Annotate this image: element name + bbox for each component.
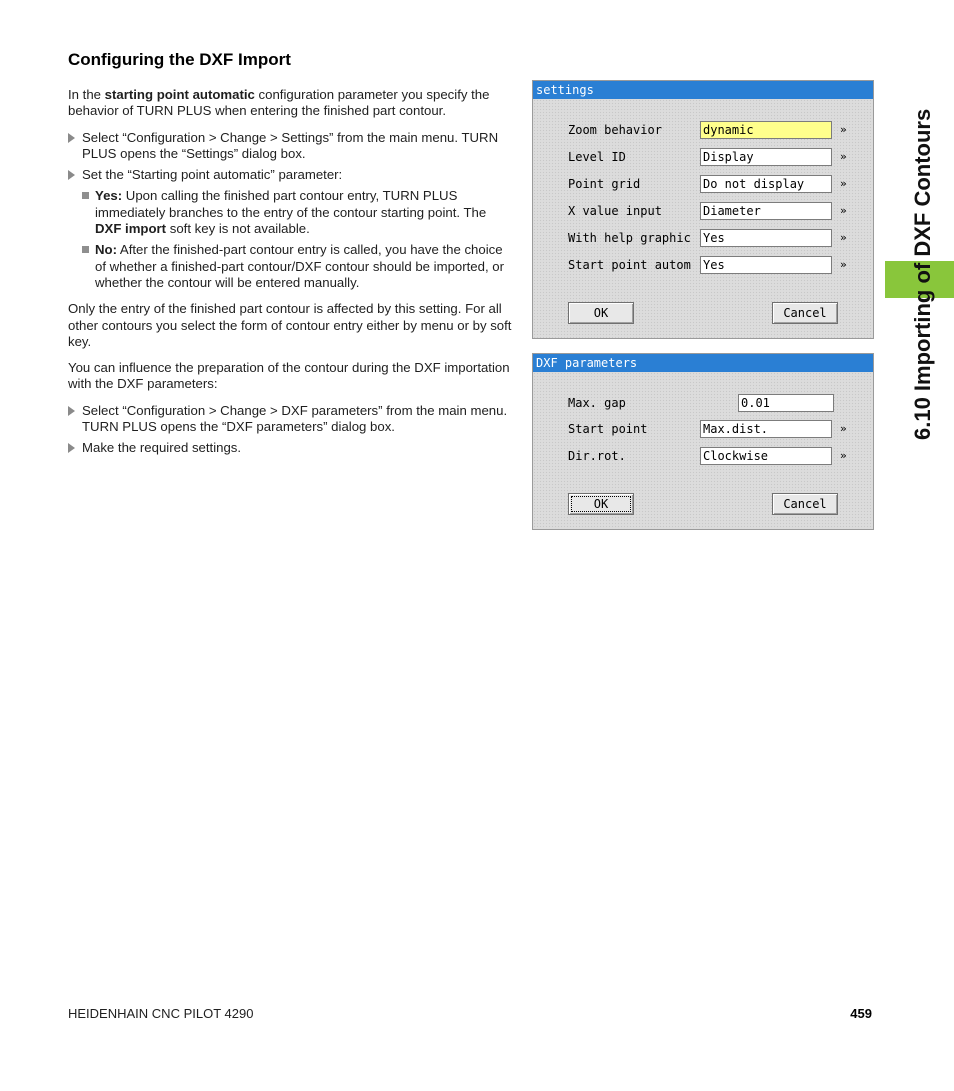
step-arrow-icon xyxy=(68,443,75,453)
step-3 xyxy=(68,403,513,436)
max-gap-input[interactable]: 0.01 xyxy=(738,394,834,412)
option-no xyxy=(68,242,513,291)
settings-row-xvalue xyxy=(533,202,873,222)
footer-product: HEIDENHAIN CNC PILOT 4290 xyxy=(68,1006,254,1021)
intro-paragraph xyxy=(68,87,513,120)
dropdown-arrow-icon[interactable]: » xyxy=(840,123,847,136)
option-yes-softkey: DXF import xyxy=(95,221,167,237)
dxf-row-maxgap xyxy=(533,394,873,414)
option-yes xyxy=(68,188,513,237)
bullet-square-icon xyxy=(82,246,89,253)
field-label: Start point xyxy=(568,422,648,436)
option-no-text: After the finished-part contour entry is called, you have the choice of whether a finished-part contour/DXF contour should be imported, or whether the contour will be entered manually. xyxy=(95,242,505,290)
dropdown-arrow-icon[interactable]: » xyxy=(840,258,847,271)
option-yes-text: Upon calling the finished part contour entry, TURN PLUS immediately branches to the entry of the contour starting point. The xyxy=(95,188,487,220)
settings-ok-button[interactable]: OK xyxy=(568,302,634,324)
point-grid-select[interactable]: Do not display xyxy=(700,175,832,193)
chapter-side-title: 6.10 Importing of DXF Contours xyxy=(910,108,935,440)
field-label: Level ID xyxy=(568,150,626,164)
option-no-label: No: xyxy=(95,242,117,258)
dxf-ok-button[interactable]: OK xyxy=(568,493,634,515)
step-1 xyxy=(68,130,513,163)
settings-row-helpgraphic xyxy=(533,229,873,249)
field-label: Max. gap xyxy=(568,396,626,410)
dxf-row-dirrot xyxy=(533,447,873,467)
field-label: X value input xyxy=(568,204,662,218)
dxf-parameters-dialog xyxy=(532,353,874,530)
option-yes-label: Yes: xyxy=(95,188,123,204)
page-number: 459 xyxy=(850,1006,872,1021)
dropdown-arrow-icon[interactable]: » xyxy=(840,231,847,244)
field-label: Start point autom xyxy=(568,258,691,272)
dropdown-arrow-icon[interactable]: » xyxy=(840,422,847,435)
step-2-text: Set the “Starting point automatic” parameter: xyxy=(82,167,343,183)
start-point-select[interactable]: Max.dist. xyxy=(700,420,832,438)
dxf-cancel-button[interactable]: Cancel xyxy=(772,493,838,515)
page-heading: Configuring the DXF Import xyxy=(68,50,291,69)
intro-bold-term: starting point automatic xyxy=(104,87,255,102)
dropdown-arrow-icon[interactable]: » xyxy=(840,177,847,190)
settings-row-level xyxy=(533,148,873,168)
step-2 xyxy=(68,167,513,183)
field-label: With help graphic xyxy=(568,231,691,245)
paragraph-dxf-params: You can influence the preparation of the contour during the DXF importation with the DXF parameters: xyxy=(68,360,510,392)
step-arrow-icon xyxy=(68,133,75,143)
body-text xyxy=(68,87,513,462)
step-arrow-icon xyxy=(68,170,75,180)
field-label: Zoom behavior xyxy=(568,123,662,137)
option-yes-text-end: soft key is not available. xyxy=(166,221,310,237)
dropdown-arrow-icon[interactable]: » xyxy=(840,204,847,217)
start-point-automatic-select[interactable]: Yes xyxy=(700,256,832,274)
field-label: Point grid xyxy=(568,177,641,191)
step-arrow-icon xyxy=(68,406,75,416)
direction-rotation-select[interactable]: Clockwise xyxy=(700,447,832,465)
settings-dialog xyxy=(532,80,874,339)
paragraph-scope: Only the entry of the finished part contour is affected by this setting. For all other contours you select the form of contour entry either by menu or by soft key. xyxy=(68,301,512,349)
settings-row-grid xyxy=(533,175,873,195)
dropdown-arrow-icon[interactable]: » xyxy=(840,150,847,163)
step-3-text: Select “Configuration > Change > DXF parameters” from the main menu. TURN PLUS opens the “DXF parameters” dialog box. xyxy=(82,402,508,435)
step-4-text: Make the required settings. xyxy=(82,440,242,456)
settings-row-startpoint xyxy=(533,256,873,276)
intro-post: configuration parameter you specify the behavior of TURN PLUS when entering the finished part contour. xyxy=(68,87,490,119)
help-graphic-select[interactable]: Yes xyxy=(700,229,832,247)
zoom-behavior-select[interactable]: dynamic xyxy=(700,121,832,139)
step-4 xyxy=(68,440,513,456)
intro-pre: In the xyxy=(68,87,105,102)
dropdown-arrow-icon[interactable]: » xyxy=(840,449,847,462)
bullet-square-icon xyxy=(82,192,89,199)
dxf-row-startpoint xyxy=(533,420,873,440)
settings-row-zoom xyxy=(533,121,873,141)
level-id-select[interactable]: Display xyxy=(700,148,832,166)
step-1-text: Select “Configuration > Change > Settings” from the main menu. TURN PLUS opens the “Settings” dialog box. xyxy=(82,129,499,161)
field-label: Dir.rot. xyxy=(568,449,626,463)
settings-cancel-button[interactable]: Cancel xyxy=(772,302,838,324)
settings-titlebar: settings xyxy=(533,81,873,99)
x-value-input-select[interactable]: Diameter xyxy=(700,202,832,220)
dxf-titlebar: DXF parameters xyxy=(533,354,873,372)
